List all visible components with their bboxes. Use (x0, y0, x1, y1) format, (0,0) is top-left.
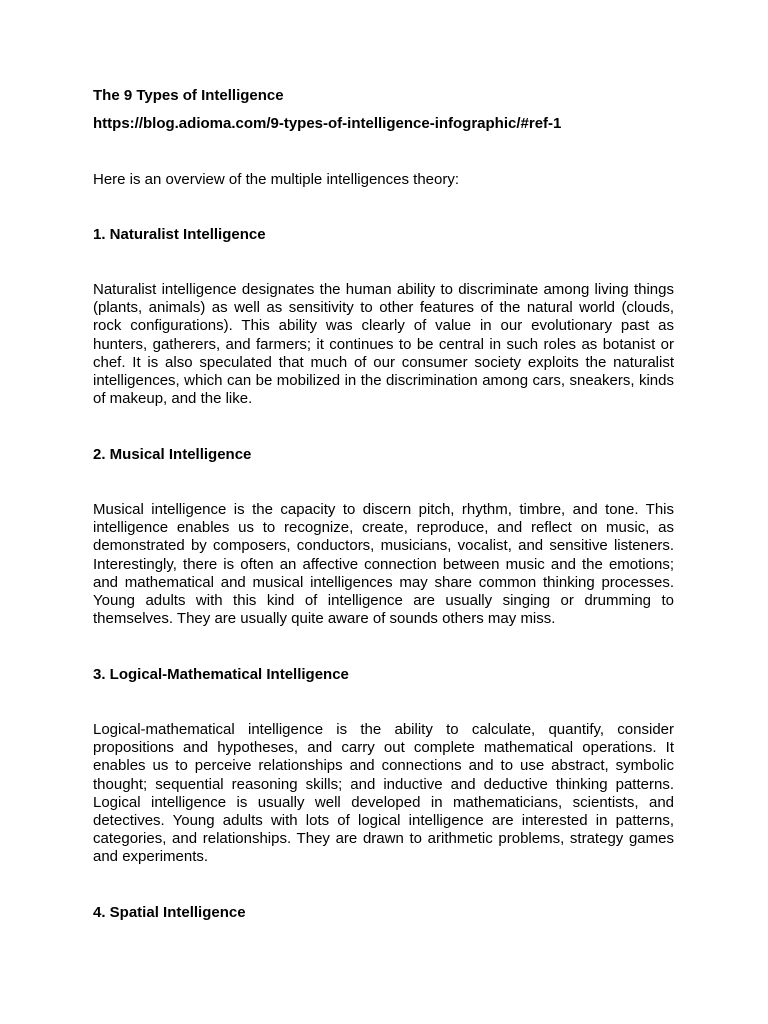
section-heading-spatial: 4. Spatial Intelligence (93, 904, 246, 921)
document-title: The 9 Types of Intelligence (93, 87, 284, 104)
source-link[interactable]: https://blog.adioma.com/9-types-of-intelligence-infographic/#ref-1 (93, 115, 562, 132)
section-heading-naturalist: 1. Naturalist Intelligence (93, 226, 266, 243)
section-body-musical: Musical intelligence is the capacity to discern pitch, rhythm, timbre, and tone. This intelligence enables us to recognize, create, reproduce, and reflect on music, as demonstrated by composers, conductors, musicians, vocalist, and sensitive listeners. Interestingly, there is often an affective connection between music and the emotions; and mathematical and musical intelligences may share common thinking processes. Young adults with this kind of intelligence are usually singing or drumming to themselves. They are usually quite aware of sounds others may miss. (93, 501, 674, 628)
section-body-naturalist: Naturalist intelligence designates the human ability to discriminate among living things (plants, animals) as well as sensitivity to other features of the natural world (clouds, rock configurations). This ability was clearly of value in our evolutionary past as hunters, gatherers, and farmers; it continues to be central in such roles as botanist or chef. It is also speculated that much of our consumer society exploits the naturalist intelligences, which can be mobilized in the discrimination among cars, sneakers, kinds of makeup, and the like. (93, 281, 674, 408)
intro-paragraph: Here is an overview of the multiple intelligences theory: (93, 171, 460, 188)
section-heading-musical: 2. Musical Intelligence (93, 446, 252, 463)
section-heading-logical-mathematical: 3. Logical-Mathematical Intelligence (93, 666, 349, 683)
section-body-logical-mathematical: Logical-mathematical intelligence is the ability to calculate, quantify, consider propositions and hypotheses, and carry out complete mathematical operations. It enables us to perceive relationships and connections and to use abstract, symbolic thought; sequential reasoning skills; and inductive and deductive thinking patterns. Logical intelligence is usually well developed in mathematicians, scientists, and detectives. Young adults with lots of logical intelligence are interested in patterns, categories, and relationships. They are drawn to arithmetic problems, strategy games and experiments. (93, 721, 674, 866)
